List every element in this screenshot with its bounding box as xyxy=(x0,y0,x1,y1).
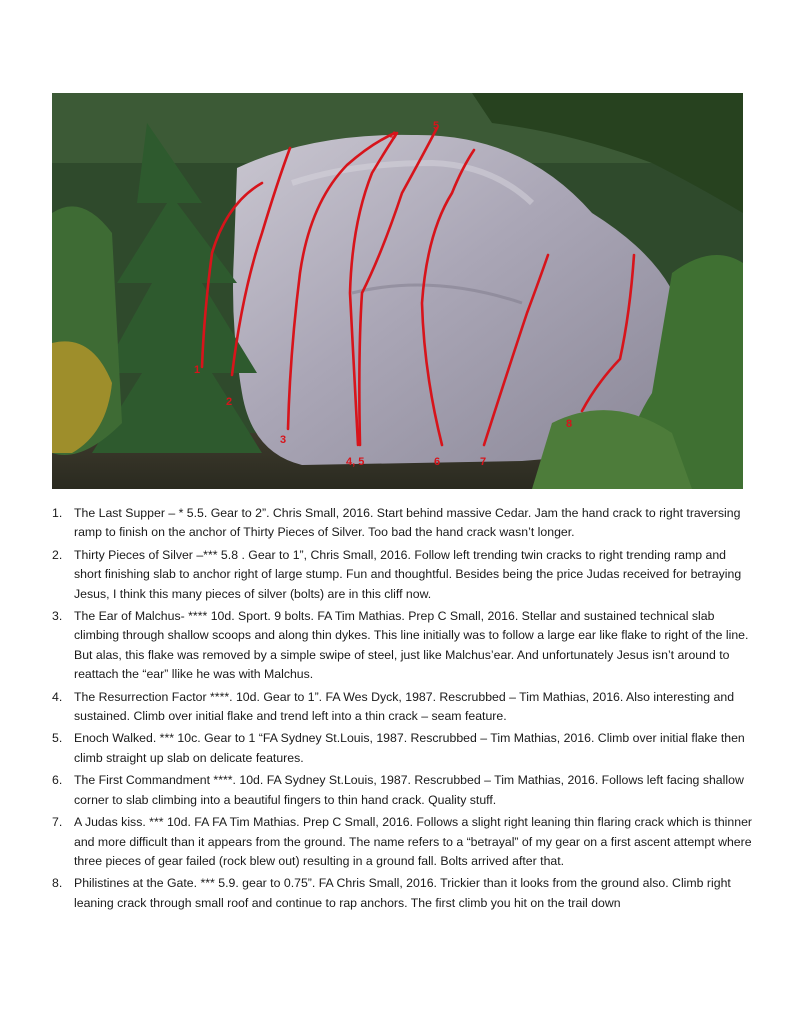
route-description: Philistines at the Gate. *** 5.9. gear to 0.75”. FA Chris Small, 2016. Trickier than it looks from the ground also. Climb right leaning crack through small roof and continue to rap anchors. The first climb you hit on the trail down xyxy=(74,876,731,910)
route-label-4-5: 4, 5 xyxy=(346,456,365,468)
route-item-6 xyxy=(22,771,752,810)
route-label-6: 6 xyxy=(434,456,441,468)
cliff-topo-photo xyxy=(52,93,743,489)
route-number: 2. xyxy=(52,547,63,562)
route-label-8: 8 xyxy=(566,418,573,430)
route-label-3: 3 xyxy=(280,434,287,446)
route-list xyxy=(22,504,752,916)
route-label-5: 5 xyxy=(433,120,440,132)
route-item-2 xyxy=(22,546,752,604)
route-description: Enoch Walked. *** 10c. Gear to 1 “FA Sydney St.Louis, 1987. Rescrubbed – Tim Mathias, 2016. Climb over initial flake then climb straight up slab on delicate features. xyxy=(74,731,745,765)
route-number: 7. xyxy=(52,815,63,830)
route-description: The Ear of Malchus- **** 10d. Sport. 9 bolts. FA Tim Mathias. Prep C Small, 2016. Stellar and sustained technical slab climbing through shallow scoops and along thin dykes. This line initially was to follow a large ear like flake to right of the line. But alas, this flake was removed by a simple swipe of steel, just like Malchus’ear. And unfortunately Jesus isn’t around to reattach the “ear” llike he was with Malchus. xyxy=(74,609,749,682)
route-item-1 xyxy=(22,504,752,543)
route-item-5 xyxy=(22,729,752,768)
route-number: 5. xyxy=(52,731,63,746)
route-description: Thirty Pieces of Silver –*** 5.8 . Gear to 1”, Chris Small, 2016. Follow left trending twin cracks to right trending ramp and short finishing slab to anchor right of large stump. Fun and thoughtful. Besides being the price Judas received for betraying Jesus, I think this many pieces of silver (bolts) are in this cliff now. xyxy=(74,547,742,601)
route-description: The Last Supper – * 5.5. Gear to 2”. Chris Small, 2016. Start behind massive Cedar. Jam the hand crack to right traversing ramp to finish on the anchor of Thirty Pieces of Silver. Too bad the hand crack wasn’t longer. xyxy=(74,506,741,540)
route-item-7 xyxy=(22,813,752,871)
route-item-4 xyxy=(22,688,752,727)
route-number: 3. xyxy=(52,609,63,624)
route-number: 4. xyxy=(52,689,63,704)
route-description: A Judas kiss. *** 10d. FA FA Tim Mathias. Prep C Small, 2016. Follows a slight right leaning thin flaring crack which is thinner and more difficult than it appears from the ground. The name refers to a “betrayal” of my gear on a first ascent attempt where three pieces of gear failed (rock blew out) resulting in a ground fall. Bolts arrived after that. xyxy=(74,815,753,868)
route-label-4: 4 xyxy=(390,130,397,142)
route-description: The Resurrection Factor ****. 10d. Gear to 1”. FA Wes Dyck, 1987. Rescrubbed – Tim Mathias, 2016. Also interesting and sustained. Climb over initial flake and trend left into a thin crack – seam feature. xyxy=(74,689,735,724)
route-label-7: 7 xyxy=(480,456,487,468)
route-description: The First Commandment ****. 10d. FA Sydney St.Louis, 1987. Rescrubbed – Tim Mathias, 2016. Follows left facing shallow corner to slab climbing into a beautiful fingers to thin hand crack. Quality stuff. xyxy=(74,773,744,807)
route-item-3 xyxy=(22,607,752,685)
route-number: 6. xyxy=(52,773,63,788)
route-number: 1. xyxy=(52,506,63,520)
route-label-1: 1 xyxy=(194,364,201,376)
route-number: 8. xyxy=(52,876,63,891)
route-label-2: 2 xyxy=(226,396,233,408)
route-item-8 xyxy=(22,874,752,913)
